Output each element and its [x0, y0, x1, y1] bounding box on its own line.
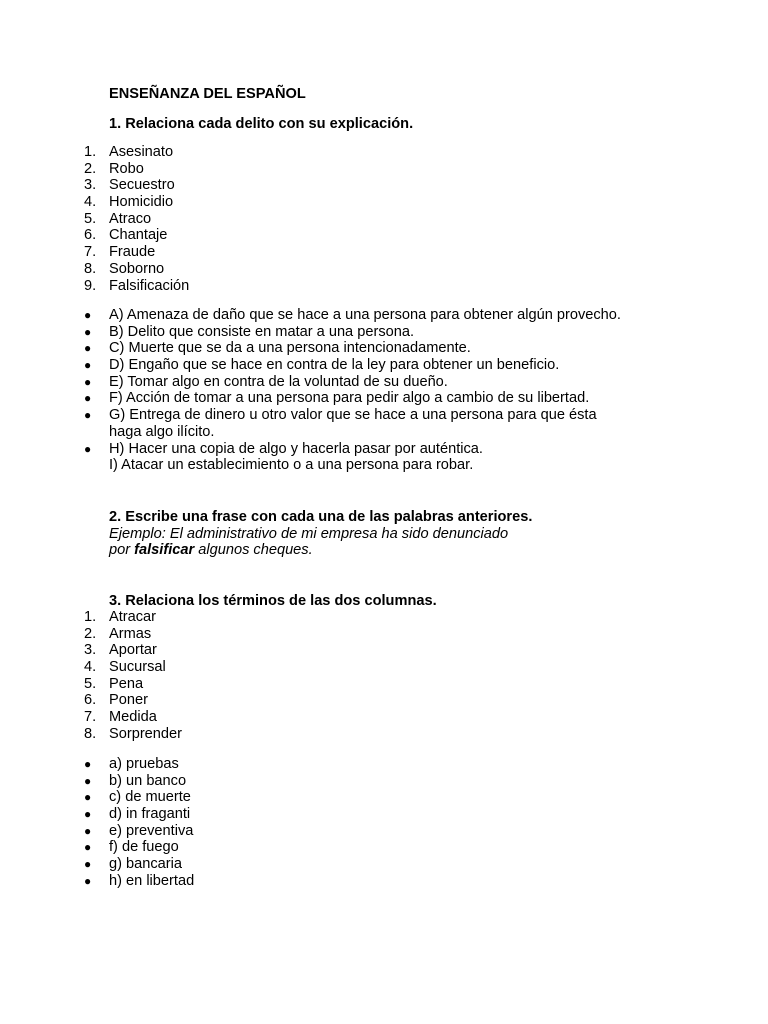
bullet-icon: ● [84, 873, 92, 888]
item-text: I) Atacar un establecimiento o a una persona para robar. [109, 457, 474, 474]
bullet-icon: ● [84, 308, 92, 322]
item-number: 1. [84, 144, 97, 160]
list-item [0, 374, 768, 391]
bullet-icon: ● [84, 374, 92, 389]
list-item [0, 211, 768, 228]
list-item [0, 626, 768, 643]
list-item [0, 324, 768, 341]
list-item [0, 144, 768, 161]
item-number: 1. [84, 609, 97, 625]
item-text: haga algo ilícito. [109, 423, 215, 440]
list-item [0, 873, 768, 890]
list-item [0, 856, 768, 873]
item-text: G) Entrega de dinero u otro valor que se hace a una persona para que ésta [109, 407, 597, 424]
item-text: e) preventiva [109, 822, 194, 839]
item-text: a) pruebas [109, 756, 179, 772]
item-number: 5. [84, 675, 97, 692]
list-item [0, 161, 768, 178]
list-item [0, 692, 768, 709]
item-text: Chantaje [109, 227, 168, 244]
list-item [0, 676, 768, 693]
item-text: g) bancaria [109, 856, 183, 873]
item-text: B) Delito que consiste en matar a una persona. [109, 323, 415, 340]
item-text: Homicidio [109, 194, 174, 211]
item-text: Falsificación [109, 277, 190, 294]
item-number: 7. [84, 709, 97, 726]
item-text: Atraco [109, 210, 152, 227]
example-line-1: Ejemplo: El administrativo de mi empresa ha sido denunciado [109, 526, 509, 542]
bullet-icon: ● [84, 391, 92, 406]
item-text: C) Muerte que se da a una persona intencionadamente. [109, 340, 471, 357]
item-text: c) de muerte [109, 789, 191, 806]
bullet-icon: ● [84, 773, 92, 788]
section-1-definitions-list [0, 307, 768, 474]
list-item [0, 726, 768, 743]
list-item-continuation [0, 424, 768, 441]
item-number: 2. [84, 160, 97, 177]
bullet-icon: ● [84, 341, 92, 356]
list-item [0, 823, 768, 840]
section-1-heading: 1. Relaciona cada delito con su explicación. [109, 116, 414, 132]
item-text: Aportar [109, 642, 157, 659]
list-item [0, 194, 768, 211]
item-number: 3. [84, 177, 97, 194]
item-text: E) Tomar algo en contra de la voluntad de su dueño. [109, 373, 448, 390]
item-number: 6. [84, 227, 97, 244]
item-number: 7. [84, 244, 97, 261]
list-item [0, 227, 768, 244]
item-text: H) Hacer una copia de algo y hacerla pasar por auténtica. [109, 440, 483, 457]
list-item [0, 806, 768, 823]
list-item [0, 261, 768, 278]
list-item [0, 709, 768, 726]
list-item [0, 278, 768, 295]
item-number: 3. [84, 642, 97, 659]
item-text: Secuestro [109, 177, 175, 194]
item-text: Sorprender [109, 725, 183, 742]
item-text: F) Acción de tomar a una persona para pedir algo a cambio de su libertad. [109, 390, 590, 407]
bullet-icon: ● [84, 857, 92, 872]
list-item [0, 642, 768, 659]
bullet-icon: ● [84, 358, 92, 373]
item-text: A) Amenaza de daño que se hace a una persona para obtener algún provecho. [109, 307, 621, 323]
bullet-icon: ● [84, 324, 92, 339]
item-text: Medida [109, 709, 157, 726]
item-text: Asesinato [109, 144, 174, 160]
bullet-icon: ● [84, 790, 92, 805]
list-item [0, 609, 768, 626]
list-item [0, 390, 768, 407]
item-text: b) un banco [109, 772, 187, 789]
bullet-icon: ● [84, 840, 92, 855]
item-text: Poner [109, 692, 148, 709]
item-text: Robo [109, 160, 144, 177]
item-text: h) en libertad [109, 872, 195, 889]
list-item-unbulleted [0, 457, 768, 474]
section-3-terms-list [0, 609, 768, 743]
list-item [0, 244, 768, 261]
item-text: Armas [109, 625, 152, 642]
document-title: ENSEÑANZA DEL ESPAÑOL [109, 86, 306, 102]
item-number: 5. [84, 210, 97, 227]
list-item [0, 789, 768, 806]
item-number: 4. [84, 659, 97, 676]
list-item [0, 357, 768, 374]
list-item [0, 839, 768, 856]
bullet-icon: ● [84, 757, 92, 771]
list-item [0, 441, 768, 458]
item-number: 2. [84, 625, 97, 642]
bullet-icon: ● [84, 823, 92, 838]
item-number: 4. [84, 194, 97, 211]
item-number: 6. [84, 692, 97, 709]
bullet-icon: ● [84, 408, 92, 423]
item-text: D) Engaño que se hace en contra de la ley para obtener un beneficio. [109, 357, 560, 374]
list-item [0, 773, 768, 790]
item-text: Atracar [109, 609, 157, 625]
example-prefix: por [109, 542, 135, 558]
item-text: Soborno [109, 260, 165, 277]
item-text: Pena [109, 675, 144, 692]
list-item [0, 756, 768, 773]
list-item [0, 307, 768, 324]
example-line-2 [109, 542, 313, 559]
example-suffix: algunos cheques. [194, 542, 313, 558]
list-item [0, 340, 768, 357]
item-text: Fraude [109, 244, 156, 261]
bullet-icon: ● [84, 441, 92, 456]
item-text: Sucursal [109, 659, 166, 676]
section-3-heading: 3. Relaciona los términos de las dos columnas. [109, 593, 437, 609]
item-text: d) in fraganti [109, 806, 191, 823]
item-number: 8. [84, 260, 97, 277]
item-number: 9. [84, 277, 97, 294]
list-item [0, 659, 768, 676]
section-3-matches-list [0, 756, 768, 890]
example-keyword: falsificar [134, 542, 195, 558]
bullet-icon: ● [84, 807, 92, 822]
section-2-heading: 2. Escribe una frase con cada una de las palabras anteriores. [109, 509, 533, 525]
section-1-terms-list [0, 144, 768, 294]
item-text: f) de fuego [109, 839, 179, 856]
item-number: 8. [84, 725, 97, 742]
list-item [0, 407, 768, 424]
list-item [0, 177, 768, 194]
